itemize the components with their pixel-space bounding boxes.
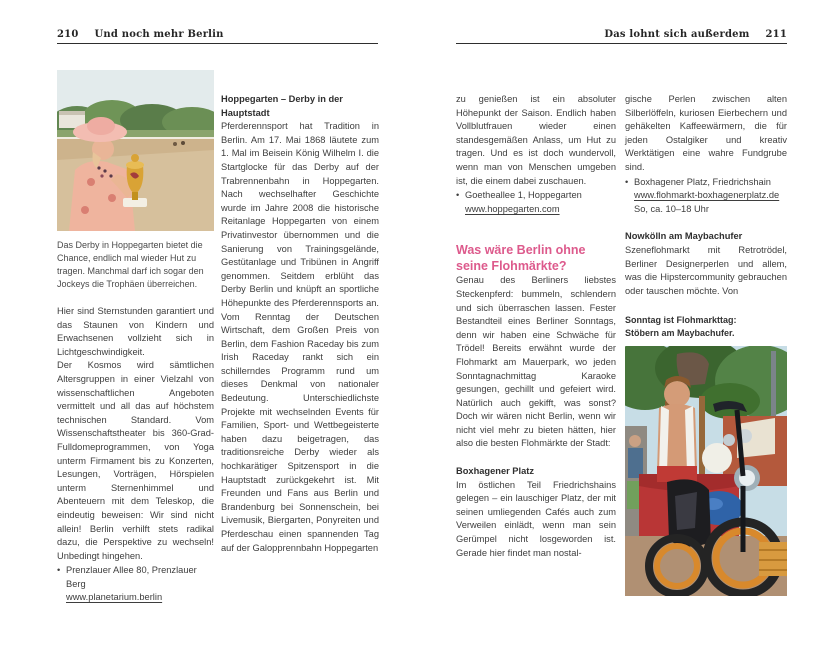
left-running-head xyxy=(57,24,378,44)
right-column-2 xyxy=(625,93,787,596)
hoppegarten-link[interactable]: www.hoppegarten.com xyxy=(465,203,560,214)
flohmaerkte-intro: Genau des Berliners liebstes Steckenpferd: bummeln, schlendern und sich überraschen lassen. Fester Bestandteil eines Berliner Sonntags, denn wir haben eine Schwäche für Trödel! Bereits erwähnt wurde der Flohmarkt am Mauerpark, wo jeden Sonntagnachmittag Karaoke gesungen, gechillt und gefeiert wird. Natürlich auch gekifft, was sonst? Doch wir wären nicht Berlin, wenn wir nicht viel mehr zu bieten hätten, hier also die besten Flohmärkte der Stadt: xyxy=(456,275,616,449)
trees xyxy=(625,346,787,421)
right-page-number: 211 xyxy=(765,29,787,40)
hoppegarten-address xyxy=(456,189,616,203)
nowkoelln-heading: Nowkölln am Maybachufer xyxy=(625,231,743,242)
boxhagener-address xyxy=(625,176,787,190)
boxhagener-link[interactable]: www.flohmarkt-boxhagenerplatz.de xyxy=(634,190,780,201)
planetarium-paragraph-1: Hier sind Sternstunden garantiert und das Staunen von Kindern und Erwachsenen vollzieht sich in Lichtgeschwindigkeit. xyxy=(57,306,214,357)
right-running-head xyxy=(456,24,787,44)
bullet-icon: • xyxy=(625,176,629,187)
planetarium-link[interactable]: www.planetarium.berlin xyxy=(66,592,163,603)
planetarium-address xyxy=(57,564,214,591)
boxhagener-heading: Boxhagener Platz xyxy=(456,466,535,477)
hoppegarten-body: Pferderennsport hat Tradition in Berlin. Am 17. Mai 1868 läutete zum 1. Mal im Beisein König Wilhelm I. die Startglocke für das Derby auf der Trabrennenbahn in Hoppegarten. Nach wechselhafter Geschichte wurde im Jahre 2008 die historische Reitanlage Hoppegarten von einem Privatinvestor übernommen und die Sanierung von Trainingsgelände, Gestütanlage und Tribünen in Angriff genommen. Seitdem erblüht das Derby Berlin und knüpft an sportliche Höhepunkte des Pferderennsports an. Vom Renntag der Deutschen Wirtschaft, dem Großen Preis von Berlin, dem Fashion Raceday bis zum Irish Raceday rankt sich ein schillerndes Programm rund um dieses Denkmal von nationaler Bedeutung. Unterschiedlichste Projekte mit wechselnden Events für Familien, Sport- und Wettbegeisterte haben dazu beigetragen, das traditionsreiche Derby wieder als hochkarätiger Spitzensport in die Hauptstadt zurückgekehrt ist. Mit Freunden und Fans aus Berlin und Brandenburg bei Sonnenschein, bei Livemusik, Biergarten, Ponyreiten und Pferdeschau einen spannenden Tag auf der Galopprennbahn Hoppegarten xyxy=(221,121,379,553)
nowkoelln-body: Szeneflohmarkt mit Retrotrödel, Berliner Designerperlen und allem, was die Hipstercommunity gebrauchen oder tauschen möchte. Von xyxy=(625,244,787,296)
hoppegarten-derby-photo xyxy=(57,70,214,231)
flea-photo-caption-line2: Stöbern am Maybachufer. xyxy=(625,328,735,339)
hoppegarten-continuation: zu genießen ist ein absoluter Höhepunkt der Saison. Endlich haben Vollblutfrauen wieder einen standesgemäßen Anlass, um Hut zu tragen. Und es ist doch wundervoll, wenn man von Menschen umgeben ist, die einem dabei zuschauen. xyxy=(456,94,616,186)
maybachufer-flea-market-photo xyxy=(625,346,787,596)
flohmaerkte-section-heading: Was wäre Berlin ohne seine Flohmärkte? xyxy=(456,243,586,274)
flea-photo-caption-line1: Sonntag ist Flohmarkttag: xyxy=(625,315,737,326)
right-column-1 xyxy=(456,93,616,560)
left-column-1 xyxy=(57,70,214,605)
hoppegarten-address-text: Goetheallee 1, Hoppegarten xyxy=(465,190,582,201)
basket xyxy=(759,542,787,576)
planetarium-paragraph-2: Der Kosmos wird sämtlichen Altersgruppen in einer Vielzahl von wissenschaftlichen Angeboten vermittelt und all das auf höchstem technischen Standard. Vom Wissenschaftstheater bis 360-Grad-Fulldomeprogrammen, von Yoga unterm Firmament bis zu Konzerten, Lesungen, Vorträgen, Hörspielen unterm Sternenhimmel und Abenteuern mit dem Teleskop, die eindeutig beweisen: Wir sind nicht allein! Berlin verhilft stets radikal dazu, die Perspektive zu wechseln! Unbedingt hingehen. xyxy=(57,360,214,561)
hoppegarten-heading: Hoppegarten – Derby in der Hauptstadt xyxy=(221,94,343,118)
planetarium-address-text: Prenzlauer Allee 80, Prenzlauer Berg xyxy=(66,565,197,589)
bullet-icon: • xyxy=(57,565,61,576)
left-column-2 xyxy=(221,93,379,555)
left-page-number: 210 xyxy=(57,29,79,40)
right-running-title: Das lohnt sich außerdem xyxy=(604,29,750,40)
boxhagener-continuation: gische Perlen zwischen alten Silberlöffeln, kuriosen Eierbechern und gehäkelten Kaffeewärmern, die für jeden Ostalgiker und kreativ Werktätigen eine wahre Fundgrube sind. xyxy=(625,94,787,172)
boxhagener-hours: So, ca. 10–18 Uhr xyxy=(634,203,709,214)
boxhagener-address-text: Boxhagener Platz, Friedrichshain xyxy=(634,176,771,187)
left-running-title: Und noch mehr Berlin xyxy=(94,29,224,40)
boxhagener-body: Im östlichen Teil Friedrichshains gelegen – ein lauschiger Platz, der mit seinen umliegenden Cafés auch zum Verweilen einlädt, wenn man sein Gerümpel nicht losgeworden ist. Gerade hier findet man nostal- xyxy=(456,479,616,558)
bullet-icon: • xyxy=(456,190,460,201)
derby-photo-caption: Das Derby in Hoppegarten bietet die Chance, endlich mal wieder Hut zu tragen. Manchmal darf ich sogar den Jockeys die Trophäen überreichen. xyxy=(57,240,204,289)
